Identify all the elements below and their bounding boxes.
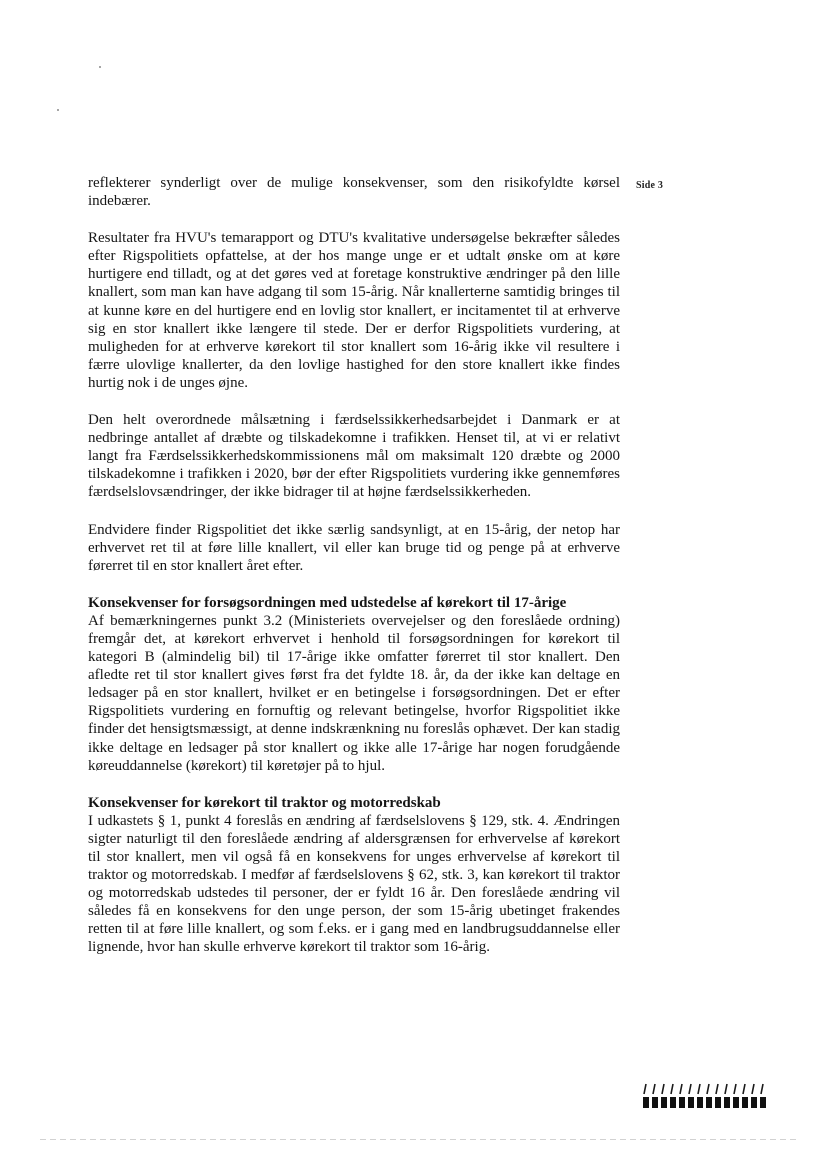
section-heading-trial-scheme: Konsekvenser for forsøgsordningen med udstedelse af kørekort til 17-årige: [88, 594, 567, 611]
section-heading-tractor-license: Konsekvenser for kørekort til traktor og motorredskab: [88, 794, 441, 811]
scan-speck: [57, 109, 59, 111]
page-number-label: Side 3: [636, 180, 664, 191]
paragraph-survey-results: Resultater fra HVU's temarapport og DTU's kvalitative undersøgelse bekræfter således efter Rigspolitiets opfattelse, at der hos mange unge er et udtalt ønske om at køre hurtigere end tilladt, og at det gøres ved at foretage konstruktive ændringer på den lille knallert, som man kan have adgang til som 15-årig. Når knallerterne samtidig bringes til at kunne køre en del hurtigere end en lovlig stor knallert, er incitamentet til at erhverve sig en stor knallert ikke længere til stede. Der er derfor Rigspolitiets vurdering, at muligheden for at erhverve kørekort til stor knallert som 16-årig ikke vil resultere i færre ulovlige knallerter, da den lovlige hastighed for den store knallert ikke findes hurtig nok i de unges øjne.: [88, 230, 620, 391]
section-body-tractor-license: I udkastets § 1, punkt 4 foreslås en ændring af færdselslovens § 129, stk. 4. Ændringen sigter naturligt til den foreslåede ændring af aldersgrænsen for erhvervelse af kørekort til stor knallert, men vil også få en konsekvens for unges erhvervelse af kørekort til traktor og motorredskab. I medfør af færdselslovens § 62, stk. 3, kan kørekort til traktor og motorredskab udstedes til personer, der er fyldt 16 år. Den foreslåede ændring vil således få en konsekvens for den unge person, der som 15-årig ubetinget frakendes retten til at føre lille knallert, og som f.eks. er i gang med en landbrugsuddannelse eller lignende, hvor han skulle erhverve kørekort til traktor som 16-årig.: [88, 812, 620, 956]
letter-body: [88, 174, 620, 976]
paragraph-continuation: reflekterer synderligt over de mulige konsekvenser, som den risikofyldte kørsel indebærer.: [88, 175, 620, 210]
scan-edge-line: [40, 1139, 800, 1140]
barcode-mark: [642, 1082, 770, 1110]
paragraph-safety-goal: Den helt overordnede målsætning i færdselssikkerhedsarbejdet i Danmark er at nedbringe antallet af dræbte og tilskadekomne i trafikken. Henset til, at vi er relativt langt fra Færdselssikkerhedskommissionens mål om maksimalt 120 dræbte og 2000 tilskadekomne i trafikken i 2020, bør der efter Rigspolitiets vurdering ikke gennemføres færdselslovsændringer, der ikke bidrager til at højne færdselssikkerheden.: [88, 412, 620, 501]
paragraph-likelihood: Endvidere finder Rigspolitiet det ikke særlig sandsynligt, at en 15-årig, der netop har erhvervet ret til at føre lille knallert, vil eller kan bruge tid og penge på at erhverve førerret til en stor knallert året efter.: [88, 521, 620, 574]
scan-speck: [99, 66, 101, 68]
section-body-trial-scheme: Af bemærkningernes punkt 3.2 (Ministeriets overvejelser og den foreslåede ordning) fremgår det, at kørekort erhvervet i henhold til forsøgsordningen for kørekort til kategori B (almindelig bil) til 17-årige ikke omfatter førerret til stor knallert. Den afledte ret til stor knallert gives først fra det fyldte 18. år, da der ikke kan deltage en ledsager på en stor knallert, hvilket er en betingelse i forsøgsordningen. Det er efter Rigspolitiets vurdering en fornuftig og relevant betingelse, hvorfor Rigspolitiet ikke finder det hensigtsmæssigt, at denne indskrænkning nu foreslås ophævet. Der kan stadig ikke deltage en ledsager på stor knallert og ikke alle 17-årige har nogen forudgående køreuddannelse (kørekort) til køretøjer på to hjul.: [88, 612, 620, 774]
